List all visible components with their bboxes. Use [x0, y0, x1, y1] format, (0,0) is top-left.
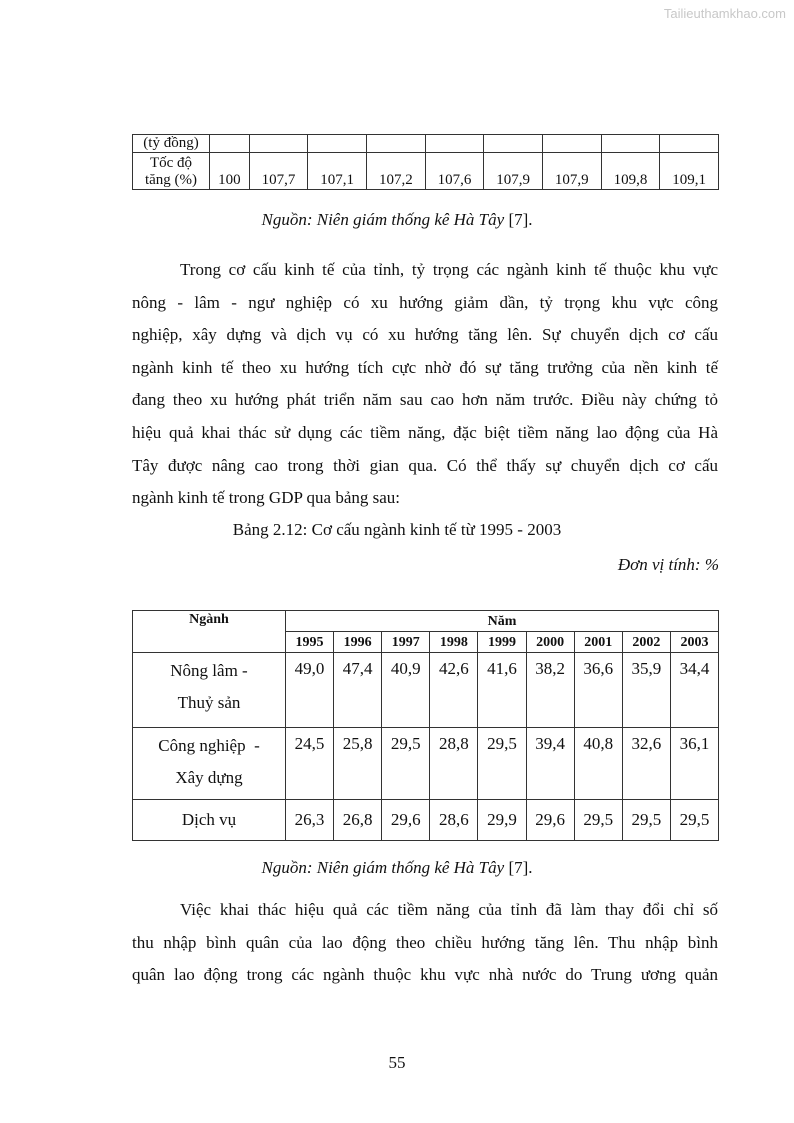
text-line: nông - lâm - ngư nghiệp có xu hướng giảm dần, tỷ trọng khu vực công	[132, 292, 718, 312]
cell: 29,5	[478, 728, 526, 800]
cell: 100	[210, 153, 250, 190]
cell: 35,9	[622, 653, 670, 728]
cell	[660, 135, 719, 153]
cell: 36,1	[670, 728, 718, 800]
text-line: Trong cơ cấu kinh tế của tỉnh, tỷ trọng các ngành kinh tế thuộc khu vực	[180, 260, 718, 279]
cell: 29,6	[382, 800, 430, 841]
cell: 40,8	[574, 728, 622, 800]
cell: 107,9	[542, 153, 601, 190]
cell: 107,9	[484, 153, 543, 190]
row-label-line: Công nghiệp -	[158, 736, 260, 755]
cell: 28,6	[430, 800, 478, 841]
cell: 41,6	[478, 653, 526, 728]
cell	[542, 135, 601, 153]
cell: 107,2	[366, 153, 425, 190]
row-label-line: Nông lâm -	[170, 661, 248, 680]
cell: 29,6	[526, 800, 574, 841]
cell: 29,5	[574, 800, 622, 841]
cell: 26,3	[286, 800, 334, 841]
text-line: Việc khai thác hiệu quả các tiềm năng của tỉnh đã làm thay đổi chỉ số	[180, 900, 718, 919]
cell: 109,1	[660, 153, 719, 190]
cell: 109,8	[601, 153, 660, 190]
table-row	[133, 653, 719, 728]
year-header: 1997	[382, 632, 430, 653]
table-row	[133, 728, 719, 800]
year-header: 2002	[622, 632, 670, 653]
text-line: nghiệp, xây dựng và dịch vụ có xu hướng tăng lên. Sự chuyển dịch cơ cấu	[132, 325, 718, 345]
cell: 42,6	[430, 653, 478, 728]
year-header: 1999	[478, 632, 526, 653]
table-row	[133, 153, 719, 190]
row-label: (tỷ đồng)	[133, 135, 210, 153]
table-row	[133, 135, 719, 153]
cell: 107,1	[308, 153, 367, 190]
source-text: Nguồn: Niên giám thống kê Hà Tây	[261, 210, 505, 229]
header-sector: Ngành	[133, 611, 286, 653]
source-note	[0, 858, 794, 878]
cell: 47,4	[334, 653, 382, 728]
year-header: 2003	[670, 632, 718, 653]
cell	[601, 135, 660, 153]
text-line: quân lao động trong các ngành thuộc khu vực nhà nước do Trung ương quản	[132, 965, 718, 985]
cell: 40,9	[382, 653, 430, 728]
header-row	[133, 611, 719, 632]
year-header: 1998	[430, 632, 478, 653]
cell: 107,7	[249, 153, 308, 190]
header-year: Năm	[286, 611, 719, 632]
cell: 39,4	[526, 728, 574, 800]
cell: 38,2	[526, 653, 574, 728]
text-line: hiệu quả khai thác sử dụng các tiềm năng, đặc biệt tiềm năng lao động của Hà	[132, 422, 718, 442]
cell	[366, 135, 425, 153]
cell: 36,6	[574, 653, 622, 728]
cell: 29,9	[478, 800, 526, 841]
row-label	[133, 728, 286, 800]
page-number: 55	[388, 1053, 406, 1072]
text-line: ngành kinh tế theo xu hướng tích cực nhờ đó sự tăng trưởng của nền kinh tế	[132, 357, 718, 377]
cell: 25,8	[334, 728, 382, 800]
year-header: 2000	[526, 632, 574, 653]
row-label	[133, 153, 210, 190]
cell: 49,0	[286, 653, 334, 728]
cell	[210, 135, 250, 153]
source-note	[0, 210, 794, 230]
row-label	[133, 653, 286, 728]
table-caption: Bảng 2.12: Cơ cấu ngành kinh tế từ 1995 - 2003	[232, 520, 562, 539]
cell: 24,5	[286, 728, 334, 800]
cell	[308, 135, 367, 153]
paragraph	[132, 894, 718, 992]
cell: 34,4	[670, 653, 718, 728]
row-label-line: Xây dựng	[175, 768, 243, 787]
gdp-growth-table	[132, 134, 719, 190]
cell	[425, 135, 484, 153]
cell: 29,5	[382, 728, 430, 800]
row-label: Dịch vụ	[133, 800, 286, 841]
text-line: Tây được nâng cao trong thời gian qua. Có thể thấy sự chuyển dịch cơ cấu	[132, 455, 718, 475]
year-header: 2001	[574, 632, 622, 653]
year-header: 1995	[286, 632, 334, 653]
year-header: 1996	[334, 632, 382, 653]
source-ref: [7].	[504, 858, 533, 877]
paragraph	[132, 254, 718, 515]
cell: 28,8	[430, 728, 478, 800]
economic-structure-table	[132, 610, 719, 841]
cell: 32,6	[622, 728, 670, 800]
text-line: đang theo xu hướng phát triển năm sau cao hơn năm trước. Điều này chứng tỏ	[132, 390, 718, 410]
text-line: thu nhập bình quân của lao động theo chiều hướng tăng lên. Thu nhập bình	[132, 932, 718, 952]
cell	[249, 135, 308, 153]
text-line: ngành kinh tế trong GDP qua bảng sau:	[132, 488, 401, 508]
table-row	[133, 800, 719, 841]
row-label-line: Tốc độ	[149, 155, 193, 171]
row-label-line: tăng (%)	[144, 172, 198, 188]
cell: 29,5	[670, 800, 718, 841]
cell	[484, 135, 543, 153]
cell: 107,6	[425, 153, 484, 190]
cell: 29,5	[622, 800, 670, 841]
unit-label: Đơn vị tính: %	[617, 555, 719, 574]
watermark: Tailieuthamkhao.com	[663, 6, 786, 21]
source-ref: [7].	[504, 210, 533, 229]
cell: 26,8	[334, 800, 382, 841]
source-text: Nguồn: Niên giám thống kê Hà Tây	[261, 858, 505, 877]
row-label-line: Thuỷ sản	[177, 693, 241, 712]
